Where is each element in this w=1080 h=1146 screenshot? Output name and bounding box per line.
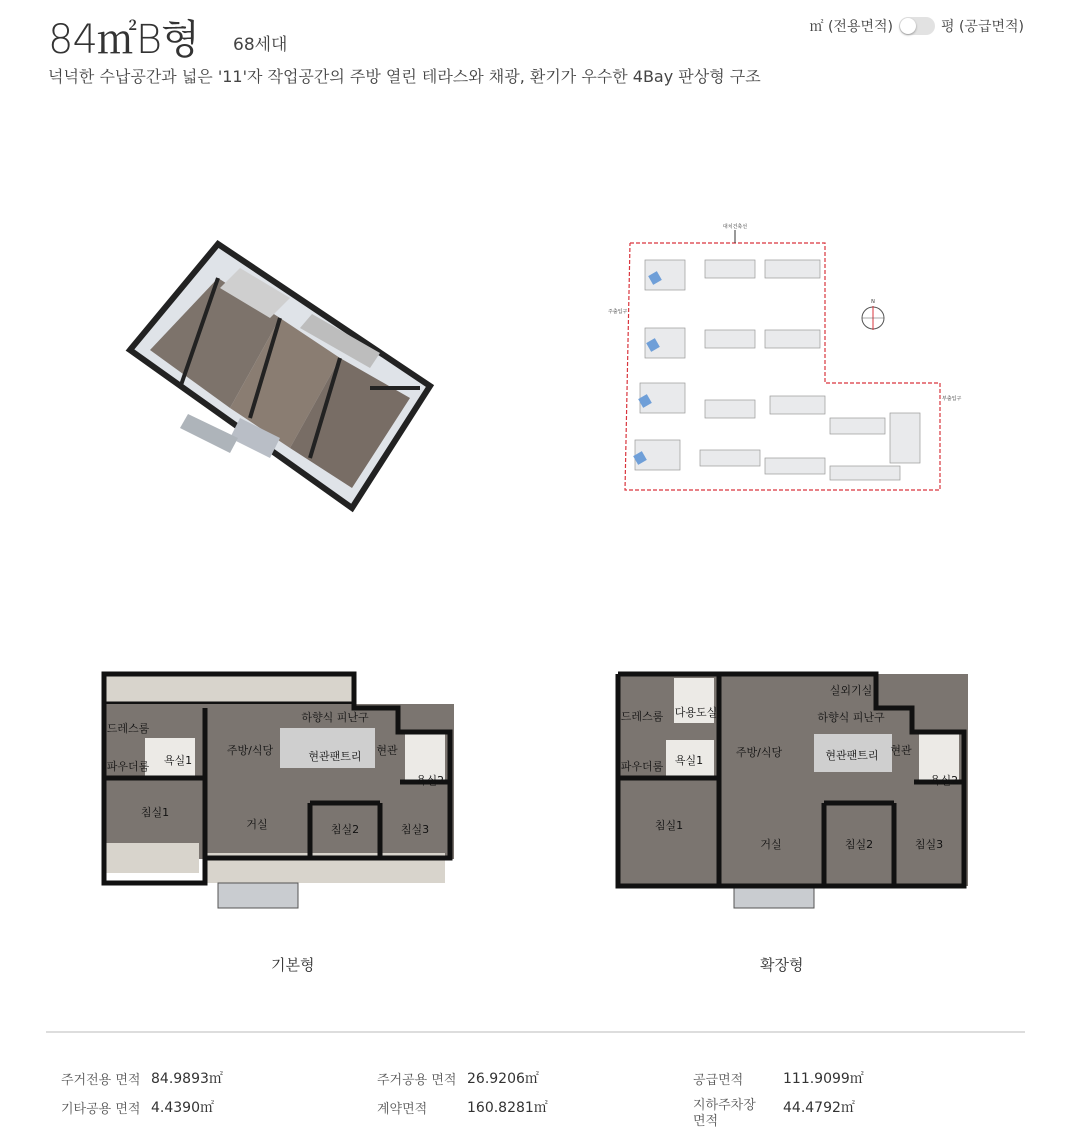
isometric-floorplan-image xyxy=(120,238,440,518)
basic-room-bed2: 침실2 xyxy=(330,823,360,836)
section-divider xyxy=(46,1031,1025,1033)
site-top-label: 대치건축선 xyxy=(722,224,748,230)
spec-value: 26.9206㎡ xyxy=(467,1071,539,1087)
basic-room-bath2: 욕실2 xyxy=(415,774,445,787)
basic-room-entrance: 현관 xyxy=(376,744,398,757)
basic-room-pantry: 현관팬트리 xyxy=(308,750,362,763)
spec-value: 84.9893㎡ xyxy=(151,1071,223,1087)
toggle-knob xyxy=(900,18,916,34)
ext-room-bed2: 침실2 xyxy=(844,838,874,851)
basic-room-dress: 드레스룸 xyxy=(106,722,150,735)
spec-label: 주거공용 면적 xyxy=(377,1073,457,1088)
basic-room-kitchen: 주방/식당 xyxy=(226,744,274,757)
spec-label: 기타공용 면적 xyxy=(61,1102,141,1117)
ext-room-bed1: 침실1 xyxy=(654,819,684,832)
ext-room-bed3: 침실3 xyxy=(914,838,944,851)
spec-label: 지하주차장 면적 xyxy=(693,1098,756,1129)
site-sub-entrance-label: 부출입구 xyxy=(942,396,962,402)
pyeong-label[interactable]: 평 (공급면적) xyxy=(941,19,1024,35)
area-unit-toggle-group xyxy=(810,16,1024,36)
ext-room-utility: 다용도실 xyxy=(674,706,718,719)
ext-room-bath1: 욕실1 xyxy=(674,754,704,767)
ext-room-bath2: 욕실2 xyxy=(929,774,959,787)
basic-room-powder: 파우더룸 xyxy=(106,760,150,773)
basic-room-bed3: 침실3 xyxy=(400,823,430,836)
compass-label: N xyxy=(871,299,875,305)
basic-room-bed1: 침실1 xyxy=(140,806,170,819)
basic-plan-caption: 기본형 xyxy=(271,956,315,974)
spec-label: 주거전용 면적 xyxy=(61,1073,141,1088)
basic-room-evac: 하향식 피난구 xyxy=(301,711,369,724)
basic-room-living: 거실 xyxy=(246,818,268,831)
spec-value: 160.8281㎡ xyxy=(467,1100,548,1116)
spec-value: 4.4390㎡ xyxy=(151,1100,214,1116)
basic-floorplan xyxy=(100,668,460,913)
ext-room-outdoor: 실외기실 xyxy=(829,684,873,697)
page-title: 84㎡B형 xyxy=(48,17,199,63)
ext-room-dress: 드레스룸 xyxy=(620,710,664,723)
ext-room-kitchen: 주방/식당 xyxy=(735,746,783,759)
area-unit-toggle[interactable] xyxy=(899,17,935,35)
household-count: 68세대 xyxy=(233,35,288,55)
ext-room-living: 거실 xyxy=(760,838,782,851)
extended-floorplan xyxy=(614,668,974,913)
extended-plan-caption: 확장형 xyxy=(760,956,804,974)
spec-value: 111.9099㎡ xyxy=(783,1071,864,1087)
site-plan-image xyxy=(600,218,980,498)
ext-room-powder: 파우더룸 xyxy=(620,760,664,773)
ext-room-evac: 하향식 피난구 xyxy=(817,711,885,724)
unit-description: 넉넉한 수납공간과 넓은 '11'자 작업공간의 주방 열린 테라스와 채광, 환기가 우수한 4Bay 판상형 구조 xyxy=(48,67,761,86)
spec-label: 공급면적 xyxy=(693,1073,744,1088)
ext-room-pantry: 현관팬트리 xyxy=(825,749,879,762)
basic-room-bath1: 욕실1 xyxy=(163,754,193,767)
site-main-entrance-label: 주출입구 xyxy=(608,309,628,315)
spec-value: 44.4792㎡ xyxy=(783,1100,855,1116)
sqm-label[interactable]: ㎡ (전용면적) xyxy=(809,19,893,35)
ext-room-entrance: 현관 xyxy=(890,744,912,757)
spec-label: 계약면적 xyxy=(377,1102,428,1117)
